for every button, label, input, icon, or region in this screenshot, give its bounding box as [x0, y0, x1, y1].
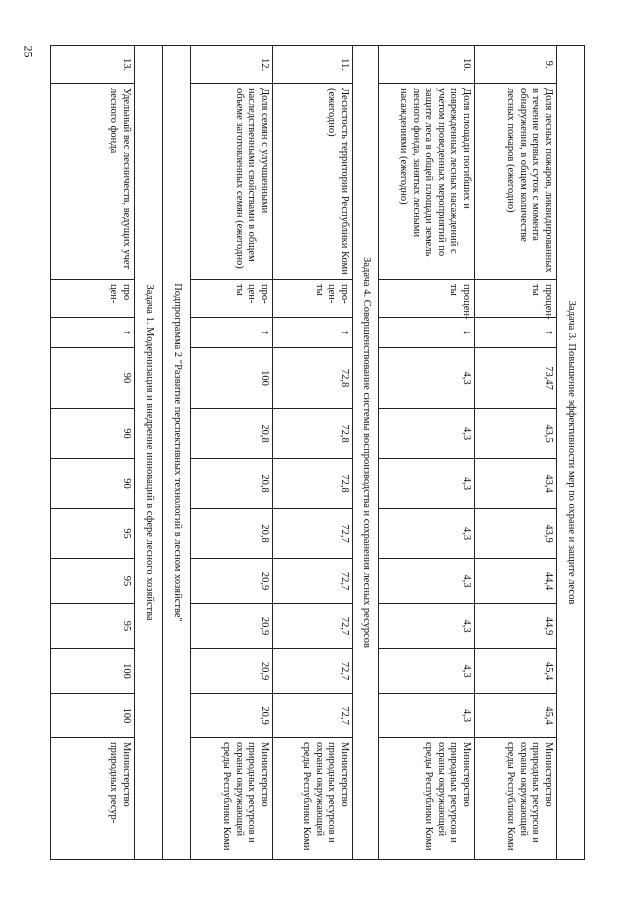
value-cell: 20,9: [191, 604, 273, 649]
value-cell: 4,3: [379, 348, 475, 409]
direction-arrow-icon: ↑: [51, 318, 135, 348]
section-title: Задача 1. Модернизация и внедрение инноваций в сфере лесного хозяйства: [135, 46, 163, 860]
row-number: 11.: [273, 46, 353, 84]
section-title: Задача 3. Повышение эффективности мер по охране и защите лесов: [557, 46, 585, 860]
unit: про-цен-ты: [191, 280, 273, 318]
table-row: [379, 46, 475, 860]
subprogram-title: Подпрограмма 2 "Развитие перспективных технологий в лесном хозяйстве": [163, 46, 191, 860]
value-cell: 20,9: [191, 559, 273, 604]
row-number: 10.: [379, 46, 475, 84]
rotated-table-wrapper: [51, 45, 585, 859]
indicator-name: Удельный вес лесничеств, ведущих учет лесного фонда: [51, 84, 135, 280]
indicator-name: Доля лесных пожаров, ликвидированных в течение первых суток с момента обнаружения, в общем количестве лесных пожаров (ежегодно): [475, 84, 557, 280]
value-cell: 90: [51, 409, 135, 459]
direction-arrow-icon: ↑: [475, 318, 557, 348]
value-cell: 72,7: [273, 559, 353, 604]
value-cell: 4,3: [379, 694, 475, 738]
row-number: 13.: [51, 46, 135, 84]
value-cell: 72,7: [273, 649, 353, 694]
unit: про цен-: [51, 280, 135, 318]
value-cell: 4,3: [379, 409, 475, 459]
value-cell: 20,9: [191, 649, 273, 694]
value-cell: 43,9: [475, 509, 557, 559]
unit: про-цен-ты: [273, 280, 353, 318]
value-cell: 73,47: [475, 348, 557, 409]
page-number: 25: [21, 45, 36, 58]
value-cell: 72,7: [273, 694, 353, 738]
value-cell: 43,5: [475, 409, 557, 459]
value-cell: 20,9: [191, 694, 273, 738]
value-cell: 20,8: [191, 459, 273, 509]
table-row: [273, 46, 353, 860]
row-number: 9.: [475, 46, 557, 84]
indicators-table: [50, 45, 585, 860]
value-cell: 100: [191, 348, 273, 409]
value-cell: 72,7: [273, 604, 353, 649]
unit: процен-ты: [379, 280, 475, 318]
direction-arrow-icon: ↑: [273, 318, 353, 348]
responsible-executor: Министерство природных ресур-: [51, 738, 135, 860]
responsible-executor: Министерство природных ресурсов и охраны окружающей среды Республики Коми: [379, 738, 475, 860]
value-cell: 4,3: [379, 604, 475, 649]
responsible-executor: Министерство природных ресурсов и охраны окружающей среды Республики Коми: [273, 738, 353, 860]
value-cell: 4,3: [379, 649, 475, 694]
responsible-executor: Министерство природных ресурсов и охраны окружающей среды Республики Коми: [475, 738, 557, 860]
value-cell: 72,8: [273, 459, 353, 509]
value-cell: 45,4: [475, 649, 557, 694]
value-cell: 4,3: [379, 509, 475, 559]
value-cell: 45,4: [475, 694, 557, 738]
value-cell: 72,8: [273, 409, 353, 459]
section-title: Задача 4. Совершенствование системы воспроизводства и сохранения лесных ресурсов: [353, 46, 379, 860]
section-row: [557, 46, 585, 860]
table-row: [191, 46, 273, 860]
value-cell: 100: [51, 694, 135, 738]
value-cell: 90: [51, 348, 135, 409]
indicator-name: Лесистость территории Республики Коми (ежегодно): [273, 84, 353, 280]
direction-arrow-icon: ↓: [379, 318, 475, 348]
value-cell: 95: [51, 604, 135, 649]
value-cell: 72,8: [273, 348, 353, 409]
indicator-name: Доля площади погибших и поврежденных лесных насаждений с учетом проведенных мероприятий по защите леса в общей площади земель лесного фонда, занятых лесными насаждениями (ежегодно): [379, 84, 475, 280]
value-cell: 90: [51, 459, 135, 509]
value-cell: 4,3: [379, 559, 475, 604]
value-cell: 44,4: [475, 559, 557, 604]
value-cell: 95: [51, 559, 135, 604]
section-row: [163, 46, 191, 860]
value-cell: 95: [51, 509, 135, 559]
value-cell: 20,8: [191, 509, 273, 559]
value-cell: 100: [51, 649, 135, 694]
direction-arrow-icon: ↑: [191, 318, 273, 348]
indicator-name: Доля семян с улучшенными наследственными свойствами в общем объеме заготовленных семян (ежегодно): [191, 84, 273, 280]
section-row: [135, 46, 163, 860]
responsible-executor: Министерство природных ресурсов и охраны окружающей среды Республики Коми: [191, 738, 273, 860]
value-cell: 4,3: [379, 459, 475, 509]
value-cell: 20,8: [191, 409, 273, 459]
row-number: 12.: [191, 46, 273, 84]
value-cell: 44,9: [475, 604, 557, 649]
table-row: [475, 46, 557, 860]
table-row: [51, 46, 135, 860]
unit: процен-ты: [475, 280, 557, 318]
value-cell: 72,7: [273, 509, 353, 559]
section-row: [353, 46, 379, 860]
value-cell: 43,4: [475, 459, 557, 509]
